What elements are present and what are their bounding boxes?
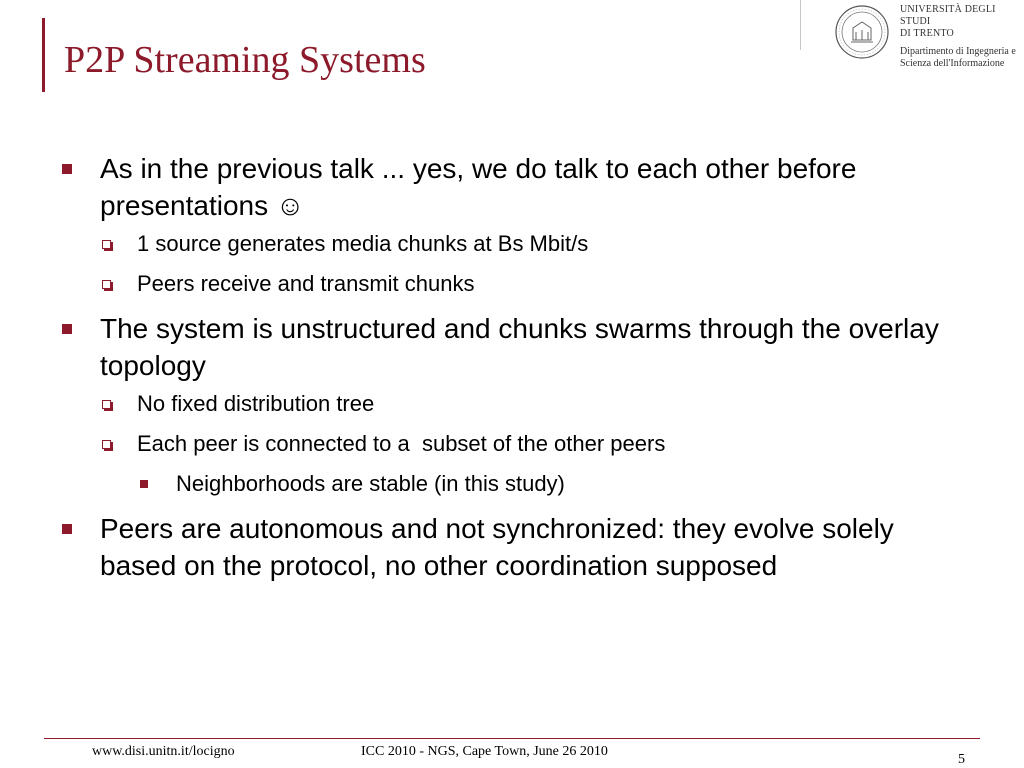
footer-event: ICC 2010 - NGS, Cape Town, June 26 2010 — [361, 744, 608, 759]
department-line-1: Dipartimento di Ingegneria e — [900, 46, 1016, 57]
square-bullet-icon — [62, 324, 72, 334]
bullet-text: As in the previous talk ... yes, we do talk to each other before presentations ☺ — [100, 153, 857, 221]
sub-bullet-text: 1 source generates media chunks at Bs Mbit/s — [137, 231, 589, 256]
hollow-square-bullet-icon — [102, 240, 111, 249]
sub-bullet-text: Peers receive and transmit chunks — [137, 271, 475, 296]
sub-sub-bullet-text: Neighborhoods are stable (in this study) — [176, 471, 565, 496]
footer-divider — [44, 738, 980, 739]
university-name-line-1: UNIVERSITÀ DEGLI STUDI — [900, 4, 996, 27]
slide-title: P2P Streaming Systems — [64, 39, 426, 81]
sub-bullet-text: Each peer is connected to a subset of the other peers — [137, 431, 666, 456]
footer-url: www.disi.unitn.it/locigno — [92, 744, 235, 759]
university-seal-icon — [834, 4, 890, 60]
page-number: 5 — [958, 752, 965, 767]
slide-content — [60, 150, 960, 590]
university-name-line-2: DI TRENTO — [900, 28, 954, 39]
university-block — [900, 4, 1024, 70]
header-divider — [800, 0, 801, 50]
sub-bullet-item — [60, 230, 960, 258]
square-bullet-icon — [140, 480, 148, 488]
hollow-square-bullet-icon — [102, 440, 111, 449]
hollow-square-bullet-icon — [102, 280, 111, 289]
department-name — [900, 46, 1024, 70]
sub-bullet-item — [60, 270, 960, 298]
sub-bullet-item — [60, 390, 960, 418]
square-bullet-icon — [62, 524, 72, 534]
bullet-item — [60, 510, 960, 584]
bullet-item — [60, 310, 960, 384]
hollow-square-bullet-icon — [102, 400, 111, 409]
bullet-item — [60, 150, 960, 224]
sub-sub-bullet-item — [60, 470, 960, 498]
department-line-2: Scienza dell'Informazione — [900, 58, 1005, 69]
sub-bullet-item — [60, 430, 960, 458]
sub-bullet-text: No fixed distribution tree — [137, 391, 375, 416]
bullet-text: The system is unstructured and chunks swarms through the overlay topology — [100, 313, 939, 381]
bullet-text: Peers are autonomous and not synchronized: they evolve solely based on the protocol, no other coordination supposed — [100, 513, 894, 581]
square-bullet-icon — [62, 164, 72, 174]
title-accent-bar — [42, 18, 45, 92]
